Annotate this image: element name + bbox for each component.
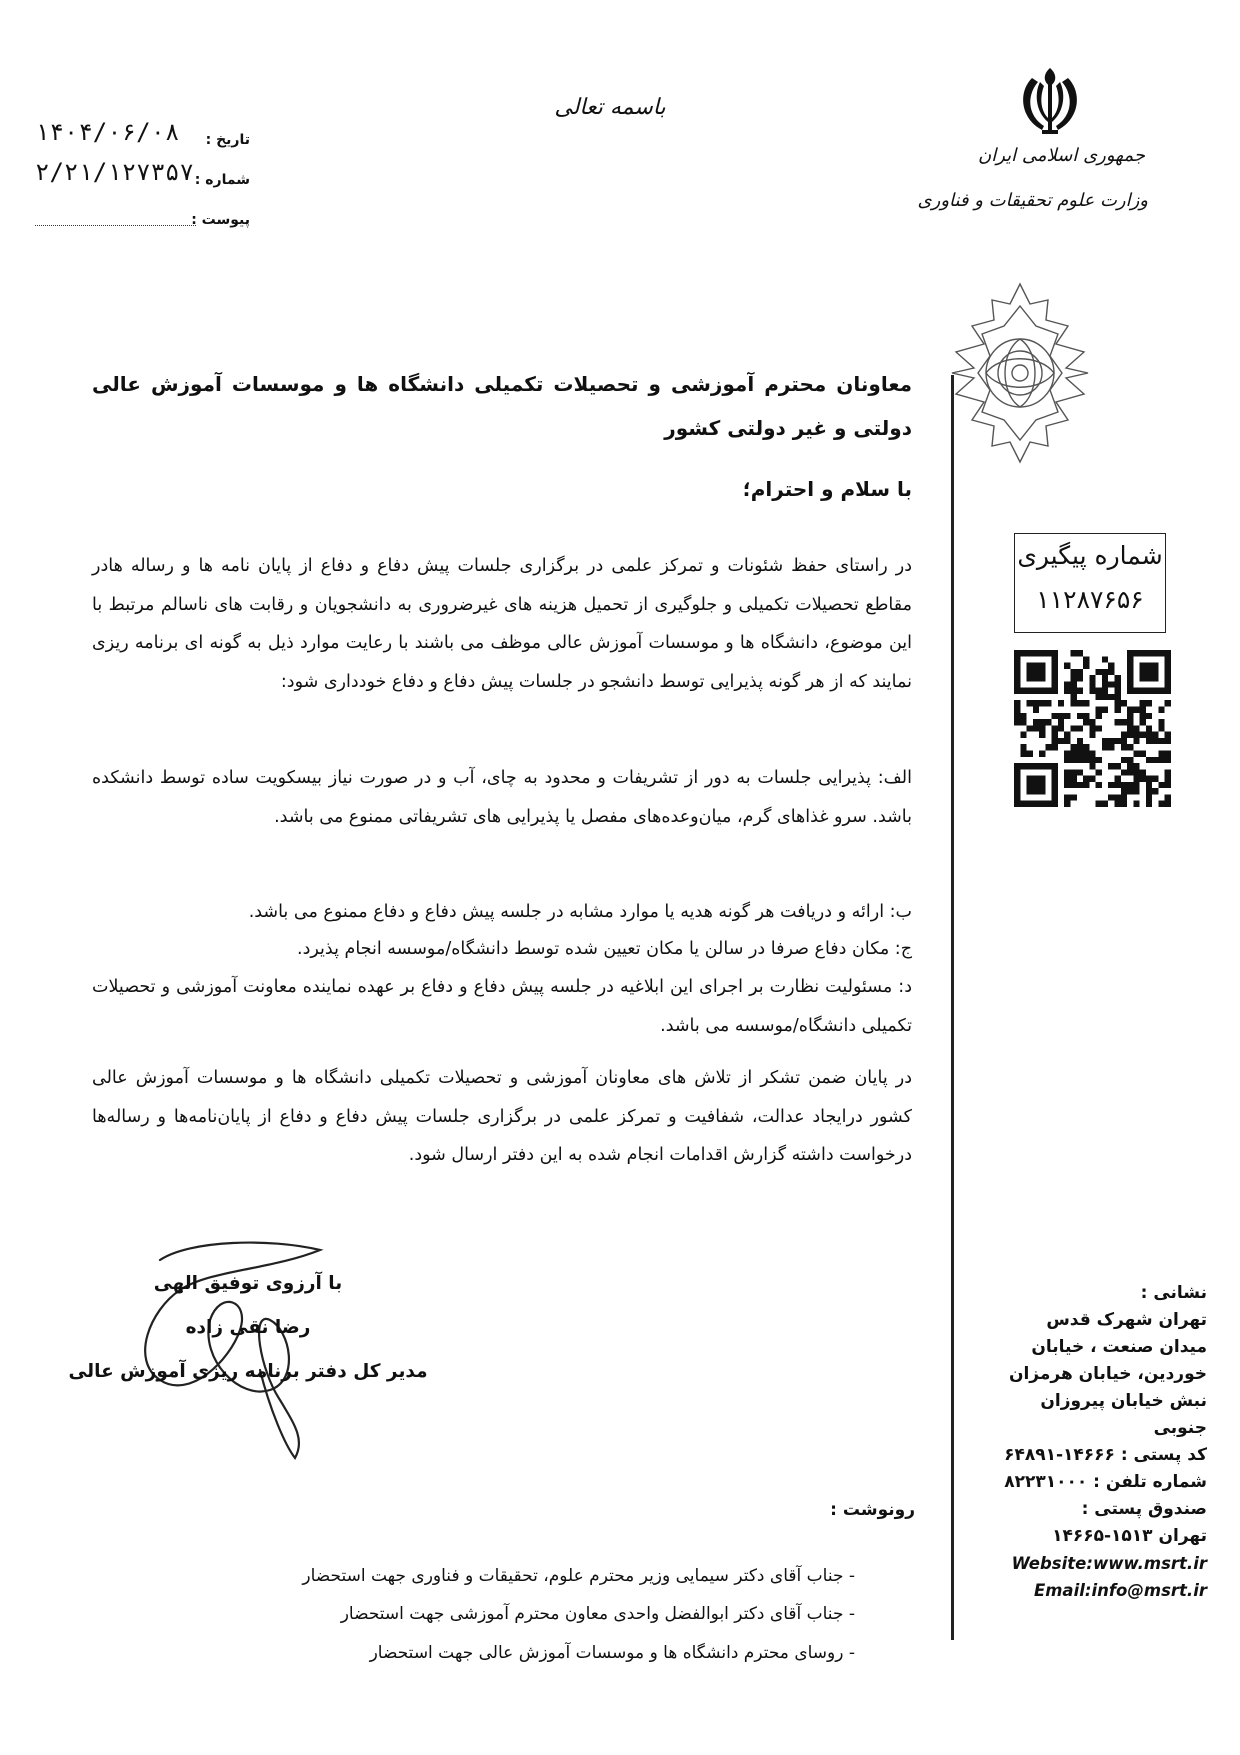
paragraph-item-b: ب: ارائه و دریافت هر گونه هدیه یا موارد مشابه در جلسه پیش دفاع و دفاع ممنوع می باشد. <box>248 902 912 922</box>
signature-name: رضا نقی زاده <box>185 1317 311 1338</box>
paragraph-item-d: د: مسئولیت نظارت بر اجرای این ابلاغیه در جلسه پیش دفاع و دفاع بر عهده نماینده معاونت آموزشی و تحصیلات تکمیلی دانشگاه/موسسه می باشد. <box>92 977 912 1036</box>
recipient-heading: معاونان محترم آموزشی و تحصیلات تکمیلی دانشگاه ها و موسسات آموزش عالی دولتی و غیر دولتی کشور <box>92 372 912 440</box>
tracking-box <box>1014 533 1166 633</box>
po-box-value: تهران ۱۵۱۳-۱۴۶۶۵ <box>1052 1526 1207 1546</box>
iran-emblem-icon <box>1010 60 1090 140</box>
country-name: جمهوری اسلامی ایران <box>978 145 1145 166</box>
paragraph-intro: در راستای حفظ شئونات و تمرکز علمی در برگزاری جلسات پیش دفاع و دفاع از پایان نامه ها و رساله هادر مقاطع تحصیلات تکمیلی و جلوگیری از تحمیل هزینه های غیرضروری به دانشجویان و رقابت های ناسالم مرتبط با این موضوع، دانشگاه ها و موسسات آموزش عالی موظف می باشند با رعایت موارد ذیل به گونه ای برنامه ریزی نمایند که از هر گونه پذیرایی توسط دانشجو در جلسات پیش دفاع و دفاع خودداری شود: <box>92 556 912 692</box>
cc-item: - جناب آقای دکتر ابوالفضل واحدی معاون محترم آموزشی جهت استحضار <box>340 1604 855 1624</box>
cc-item: - جناب آقای دکتر سیمایی وزیر محترم علوم، تحقیقات و فناوری جهت استحضار <box>302 1566 855 1586</box>
signature-closing: با آرزوی توفیق الهی <box>153 1273 343 1294</box>
invocation-text: باسمه تعالی <box>554 95 666 120</box>
email-link[interactable]: Email:info@msrt.ir <box>1033 1581 1207 1600</box>
vertical-divider <box>951 375 954 1640</box>
paragraph-item-c: ج: مکان دفاع صرفا در سالن یا مکان تعیین شده توسط دانشگاه/موسسه انجام پذیرد. <box>297 939 912 959</box>
number-value: ۲/۲۱/۱۲۷۳۵۷ <box>35 158 194 186</box>
paragraph-closing: در پایان ضمن تشکر از تلاش های معاونان آموزشی و تحصیلات تکمیلی دانشگاه ها و موسسات آموزش عالی کشور درایجاد عدالت، شفافیت و تمرکز علمی در برگزاری جلسات پیش دفاع و دفاع از پایان‌نامه‌ها و رساله‌ها درخواست داشته گزارش اقدامات انجام شده به این دفتر ارسال شود. <box>92 1068 912 1165</box>
qr-code-icon[interactable] <box>1014 650 1171 807</box>
ministry-name: وزارت علوم تحقیقات و فناوری <box>917 190 1148 211</box>
number-row <box>30 158 250 192</box>
signature-title: مدیر کل دفتر برنامه ریزی آموزش عالی <box>68 1361 428 1382</box>
ornament-icon <box>950 282 1090 464</box>
address-block <box>985 1280 1207 1604</box>
number-label: شماره : <box>194 172 250 188</box>
address-line: نبش خیابان پیروزان جنوبی <box>1040 1391 1207 1438</box>
signature-block <box>62 1262 434 1394</box>
phone-number: شماره تلفن : ۸۲۲۳۱۰۰۰ <box>1004 1472 1207 1492</box>
cc-item: - روسای محترم دانشگاه ها و موسسات آموزش عالی جهت استحضار <box>369 1643 855 1663</box>
attachment-label: پیوست : <box>191 212 250 228</box>
address-line: خوردین، خیابان هرمزان <box>1008 1364 1207 1384</box>
po-box-label: صندوق پستی : <box>1081 1499 1207 1519</box>
address-label: نشانی : <box>1140 1283 1207 1303</box>
date-value: ۱۴۰۴/۰۶/۰۸ <box>35 118 180 146</box>
greeting: با سلام و احترام؛ <box>742 477 912 501</box>
address-line: تهران شهرک قدس <box>1046 1310 1207 1330</box>
tracking-label: شماره پیگیری <box>1017 541 1163 570</box>
website-link[interactable]: Website:www.msrt.ir <box>1011 1554 1207 1573</box>
letter-meta <box>30 118 250 238</box>
postal-code: کد پستی : ۱۴۶۶۶-۶۴۸۹۱ <box>1004 1445 1207 1465</box>
date-label: تاریخ : <box>205 132 250 148</box>
date-row <box>30 118 250 152</box>
address-line: میدان صنعت ، خیابان <box>1031 1337 1207 1357</box>
attachment-row <box>30 198 250 232</box>
attachment-line <box>35 225 196 226</box>
cc-label: رونوشت : <box>830 1500 915 1520</box>
paragraph-item-a: الف: پذیرایی جلسات به دور از تشریفات و محدود به چای، آب و در صورت نیاز بیسکویت ساده توسط دانشکده باشد. سرو غذاهای گرم، میان‌وعده‌های مفصل یا پذیرایی های تشریفاتی ممنوع می باشد. <box>92 768 912 827</box>
tracking-number: ۱۱۲۸۷۶۵۶ <box>1036 585 1144 614</box>
